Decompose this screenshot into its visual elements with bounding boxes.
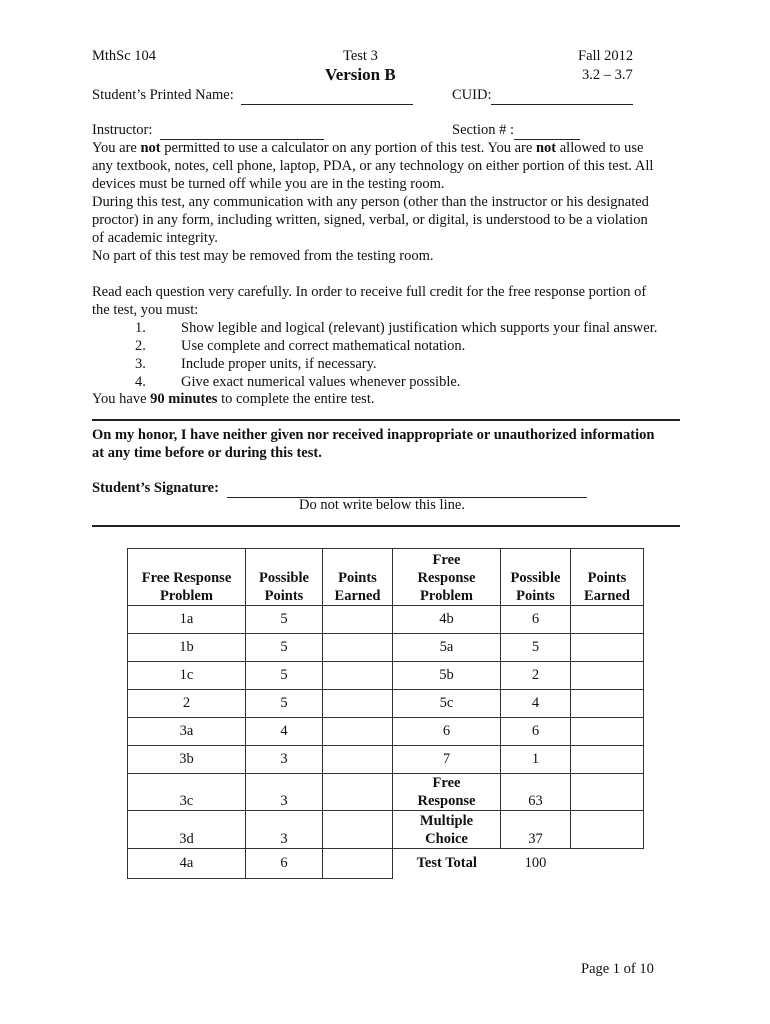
- earned-cell[interactable]: [323, 746, 393, 774]
- list-number: 3.: [135, 356, 146, 372]
- earned-cell[interactable]: [323, 774, 393, 811]
- table-header-row: [128, 549, 644, 606]
- problem-cell: 1c: [128, 662, 246, 690]
- emphasis: not: [140, 140, 161, 156]
- earned-cell[interactable]: [571, 690, 644, 718]
- problem-cell: 1b: [128, 634, 246, 662]
- list-item: [135, 337, 657, 355]
- student-name-row: [92, 87, 413, 105]
- header-problem: Free Response Problem: [128, 549, 246, 606]
- earned-cell[interactable]: [571, 718, 644, 746]
- instructions-p1: [92, 139, 653, 265]
- section-field[interactable]: [514, 122, 580, 140]
- header-problem: Free Response Problem: [393, 549, 501, 606]
- earned-cell[interactable]: [571, 606, 644, 634]
- earned-cell[interactable]: [571, 634, 644, 662]
- cuid-row: [452, 87, 633, 105]
- points-cell: 5: [246, 634, 323, 662]
- points-cell: 3: [246, 774, 323, 811]
- course-name: MthSc 104: [92, 48, 157, 64]
- header-earned: Points Earned: [323, 549, 393, 606]
- earned-cell[interactable]: [571, 774, 644, 811]
- section-row: [452, 122, 580, 140]
- text: On my honor, I have neither given nor received inappropriate or unauthorized information: [92, 427, 655, 443]
- table-row: [128, 849, 644, 879]
- points-cell: 5: [246, 606, 323, 634]
- text: No part of this test may be removed from the testing room.: [92, 248, 434, 264]
- problem-cell: 6: [393, 718, 501, 746]
- instructions-p4: [92, 283, 646, 319]
- text: any textbook, notes, cell phone, laptop, PDA, or any technology on either portion of this test. All: [92, 158, 654, 174]
- list-text: Include proper units, if necessary.: [181, 356, 377, 372]
- problem-cell: 5c: [393, 690, 501, 718]
- signature-label: Student’s Signature:: [92, 480, 219, 496]
- points-cell: 6: [501, 606, 571, 634]
- points-cell: 2: [501, 662, 571, 690]
- page-number: Page 1 of 10: [581, 961, 654, 977]
- points-cell: 3: [246, 746, 323, 774]
- earned-cell[interactable]: [323, 634, 393, 662]
- table-row: [128, 718, 644, 746]
- text: devices must be turned off while you are in the testing room.: [92, 176, 445, 192]
- test-total-points: 100: [524, 855, 547, 872]
- list-number: 1.: [135, 320, 146, 336]
- term: Fall 2012: [578, 48, 634, 64]
- header-possible: Possible Points: [501, 549, 571, 606]
- section-label: Section # :: [452, 122, 515, 138]
- free-response-total-label: Free Response: [393, 774, 501, 811]
- list-text: Show legible and logical (relevant) justification which supports your final answer.: [181, 320, 658, 336]
- problem-cell: 5b: [393, 662, 501, 690]
- text: proctor) in any form, including written, signed, verbal, or digital, is understood to be a violation: [92, 212, 648, 228]
- earned-cell[interactable]: [571, 811, 644, 849]
- test-number: Test 3: [343, 48, 378, 64]
- points-cell: 3: [246, 811, 323, 849]
- earned-cell[interactable]: [323, 606, 393, 634]
- earned-cell[interactable]: [571, 662, 644, 690]
- student-name-label: Student’s Printed Name:: [92, 87, 234, 103]
- text: allowed to use: [556, 140, 644, 156]
- text: at any time before or during this test.: [92, 445, 322, 461]
- emphasis: not: [535, 140, 557, 156]
- earned-cell[interactable]: [323, 662, 393, 690]
- divider: [92, 419, 680, 421]
- list-item: [135, 355, 657, 373]
- do-not-write-note: Do not write below this line.: [299, 497, 465, 513]
- problem-cell: 3a: [128, 718, 246, 746]
- blank-cell: [571, 849, 644, 879]
- multiple-choice-points: 37: [501, 811, 571, 849]
- problem-cell: 3c: [128, 774, 246, 811]
- points-cell: 4: [246, 718, 323, 746]
- table-row: [128, 811, 644, 849]
- text: of academic integrity.: [92, 230, 218, 246]
- requirements-list: [135, 319, 657, 391]
- cuid-field[interactable]: [491, 87, 633, 105]
- free-response-points: 63: [501, 774, 571, 811]
- table-row: [128, 634, 644, 662]
- problem-cell: 2: [128, 690, 246, 718]
- text: the test, you must:: [92, 302, 199, 318]
- points-cell: 6: [501, 718, 571, 746]
- score-table: [127, 548, 644, 879]
- cuid-label: CUID:: [452, 87, 492, 103]
- list-number: 4.: [135, 374, 146, 390]
- points-cell: 6: [246, 849, 323, 879]
- header-earned: Points Earned: [571, 549, 644, 606]
- text: You are: [92, 140, 141, 156]
- problem-cell: 4a: [128, 849, 246, 879]
- earned-cell[interactable]: [571, 746, 644, 774]
- table-row: [128, 606, 644, 634]
- table-row: [128, 746, 644, 774]
- earned-cell[interactable]: [323, 690, 393, 718]
- text: You have: [92, 391, 151, 407]
- table-row: [128, 690, 644, 718]
- problem-cell: 3d: [128, 811, 246, 849]
- list-number: 2.: [135, 338, 146, 354]
- list-item: [135, 319, 657, 337]
- points-cell: 1: [501, 746, 571, 774]
- list-item: [135, 373, 657, 391]
- instructor-row: [92, 122, 324, 140]
- problem-cell: 4b: [393, 606, 501, 634]
- earned-cell[interactable]: [323, 849, 393, 879]
- time-limit: [92, 390, 374, 408]
- emphasis: 90 minutes: [150, 391, 218, 407]
- points-cell: 5: [246, 662, 323, 690]
- problem-cell: 7: [393, 746, 501, 774]
- earned-cell[interactable]: [323, 718, 393, 746]
- student-name-field[interactable]: [241, 87, 413, 105]
- header-possible: Possible Points: [246, 549, 323, 606]
- instructor-label: Instructor:: [92, 122, 153, 138]
- earned-cell[interactable]: [323, 811, 393, 849]
- version-title: Version B: [325, 65, 396, 84]
- table-row: [128, 774, 644, 811]
- divider: [92, 525, 680, 527]
- list-text: Give exact numerical values whenever possible.: [181, 374, 461, 390]
- sections-covered: 3.2 – 3.7: [582, 67, 633, 83]
- problem-cell: 1a: [128, 606, 246, 634]
- text: Read each question very carefully. In order to receive full credit for the free response portion of: [92, 284, 647, 300]
- instructor-field[interactable]: [160, 122, 324, 140]
- text: to complete the entire test.: [217, 391, 375, 407]
- points-cell: 5: [246, 690, 323, 718]
- problem-cell: 5a: [393, 634, 501, 662]
- honor-statement: [92, 426, 654, 462]
- text: During this test, any communication with any person (other than the instructor or his designated: [92, 194, 649, 210]
- problem-cell: 3b: [128, 746, 246, 774]
- test-total-label: Test Total: [393, 849, 501, 879]
- text: permitted to use a calculator on any portion of this test. You are: [160, 140, 536, 156]
- list-text: Use complete and correct mathematical notation.: [181, 338, 466, 354]
- signature-row: [92, 480, 587, 498]
- table-row: [128, 662, 644, 690]
- points-cell: 4: [501, 690, 571, 718]
- multiple-choice-label: Multiple Choice: [393, 811, 501, 849]
- points-cell: 5: [501, 634, 571, 662]
- signature-field[interactable]: [227, 480, 587, 498]
